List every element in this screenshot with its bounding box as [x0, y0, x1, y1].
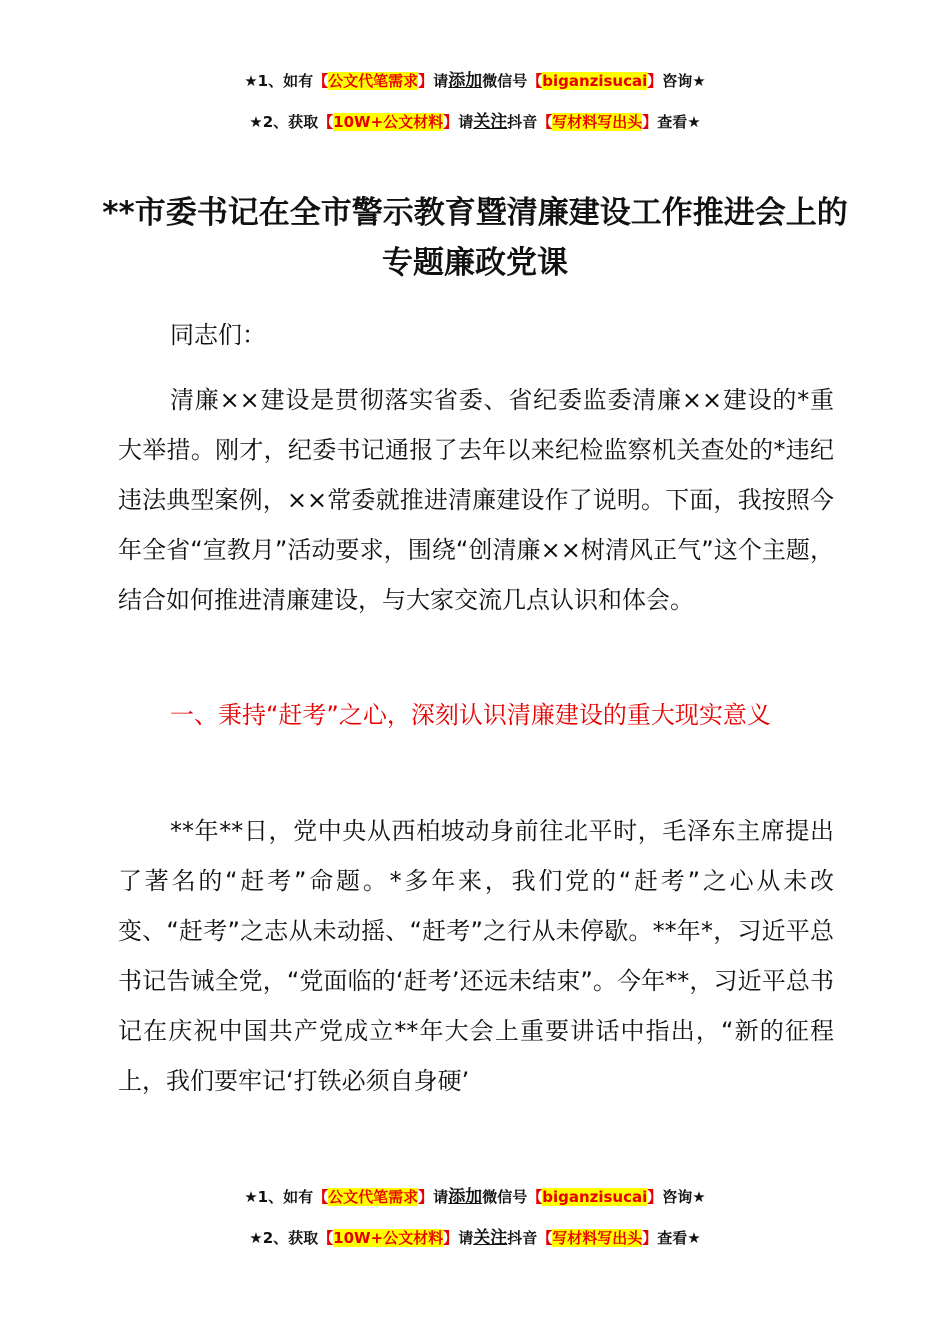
promo-suffix: 查看★ — [657, 1229, 701, 1247]
section-1-paragraph: **年**日，党中央从西柏坡动身前往北平时，毛泽东主席提出了著名的“赶考”命题。*多年来，我们党的“赶考”之心从未改变、“赶考”之志从未动摇、“赶考”之行从未停歇。**年*，习近平总书记告诫全党，“党面临的‘赶考’还远未结束”。今年**，习近平总书记在庆祝中国共产党成立**年大会上重要讲话中指出，“新的征程上，我们要牢记‘打铁必须自身硬’ — [118, 817, 834, 1095]
promo-text: 抖音 — [507, 113, 538, 131]
salutation: 同志们： — [170, 321, 266, 349]
intro-paragraph: 清廉××建设是贯彻落实省委、省纪委监委清廉××建设的*重大举措。刚才，纪委书记通报了去年以来纪检监察机关查处的*违纪违法典型案例，××常委就推进清廉建设作了说明。下面，我按照今年全省“宣教月”活动要求，围绕“创清廉××树清风正气”这个主题，结合如何推进清廉建设，与大家交流几点认识和体会。 — [118, 386, 834, 614]
promo-text: 请 — [458, 113, 474, 131]
promo-bracket: 【 — [318, 113, 334, 131]
promo-wechat-id: biganzisucai — [542, 72, 648, 90]
promo-text: 抖音 — [507, 1229, 538, 1247]
promo-suffix: 咨询★ — [662, 72, 706, 90]
promo-text: 请 — [433, 72, 449, 90]
document-title: **市委书记在全市警示教育暨清廉建设工作推进会上的专题廉政党课 — [102, 195, 848, 281]
promo-highlight: 公文代笔需求 — [328, 72, 419, 90]
promo-emphasis: 关注 — [473, 112, 508, 132]
promo-bracket: 【 — [313, 72, 329, 90]
promo-text: 请 — [433, 1188, 449, 1206]
promo-highlight: 公文代笔需求 — [328, 1188, 419, 1206]
promo-prefix: ★2、获取 — [249, 113, 319, 131]
promo-emphasis: 添加 — [448, 71, 483, 91]
promo-bracket: 】 — [647, 72, 663, 90]
footer-promo-line-2 — [0, 1227, 950, 1249]
promo-bracket: 】 — [418, 1188, 434, 1206]
promo-bracket: 【 — [537, 113, 553, 131]
promo-bracket: 】 — [443, 113, 459, 131]
promo-douyin-id: 写材料写出头 — [552, 1229, 643, 1247]
promo-suffix: 咨询★ — [662, 1188, 706, 1206]
promo-bracket: 【 — [318, 1229, 334, 1247]
promo-text: 微信号 — [482, 1188, 528, 1206]
header-promo-line-2 — [0, 111, 950, 133]
promo-bracket: 】 — [418, 72, 434, 90]
promo-bracket: 【 — [313, 1188, 329, 1206]
promo-bracket: 】 — [647, 1188, 663, 1206]
promo-emphasis: 关注 — [473, 1228, 508, 1248]
promo-bracket: 】 — [642, 1229, 658, 1247]
promo-prefix: ★1、如有 — [244, 72, 314, 90]
promo-douyin-id: 写材料写出头 — [552, 113, 643, 131]
promo-bracket: 【 — [537, 1229, 553, 1247]
footer-promo-line-1 — [0, 1186, 950, 1208]
promo-highlight: 10W+公文材料 — [333, 1229, 444, 1247]
promo-bracket: 】 — [642, 113, 658, 131]
promo-highlight: 10W+公文材料 — [333, 113, 444, 131]
promo-suffix: 查看★ — [657, 113, 701, 131]
promo-prefix: ★1、如有 — [244, 1188, 314, 1206]
section-1-heading: 一、秉持“赶考”之心，深刻认识清廉建设的重大现实意义 — [170, 701, 771, 729]
promo-wechat-id: biganzisucai — [542, 1188, 648, 1206]
promo-prefix: ★2、获取 — [249, 1229, 319, 1247]
promo-emphasis: 添加 — [448, 1187, 483, 1207]
promo-bracket: 【 — [527, 1188, 543, 1206]
promo-bracket: 】 — [443, 1229, 459, 1247]
promo-text: 微信号 — [482, 72, 528, 90]
promo-text: 请 — [458, 1229, 474, 1247]
promo-bracket: 【 — [527, 72, 543, 90]
header-promo-line-1 — [0, 70, 950, 92]
